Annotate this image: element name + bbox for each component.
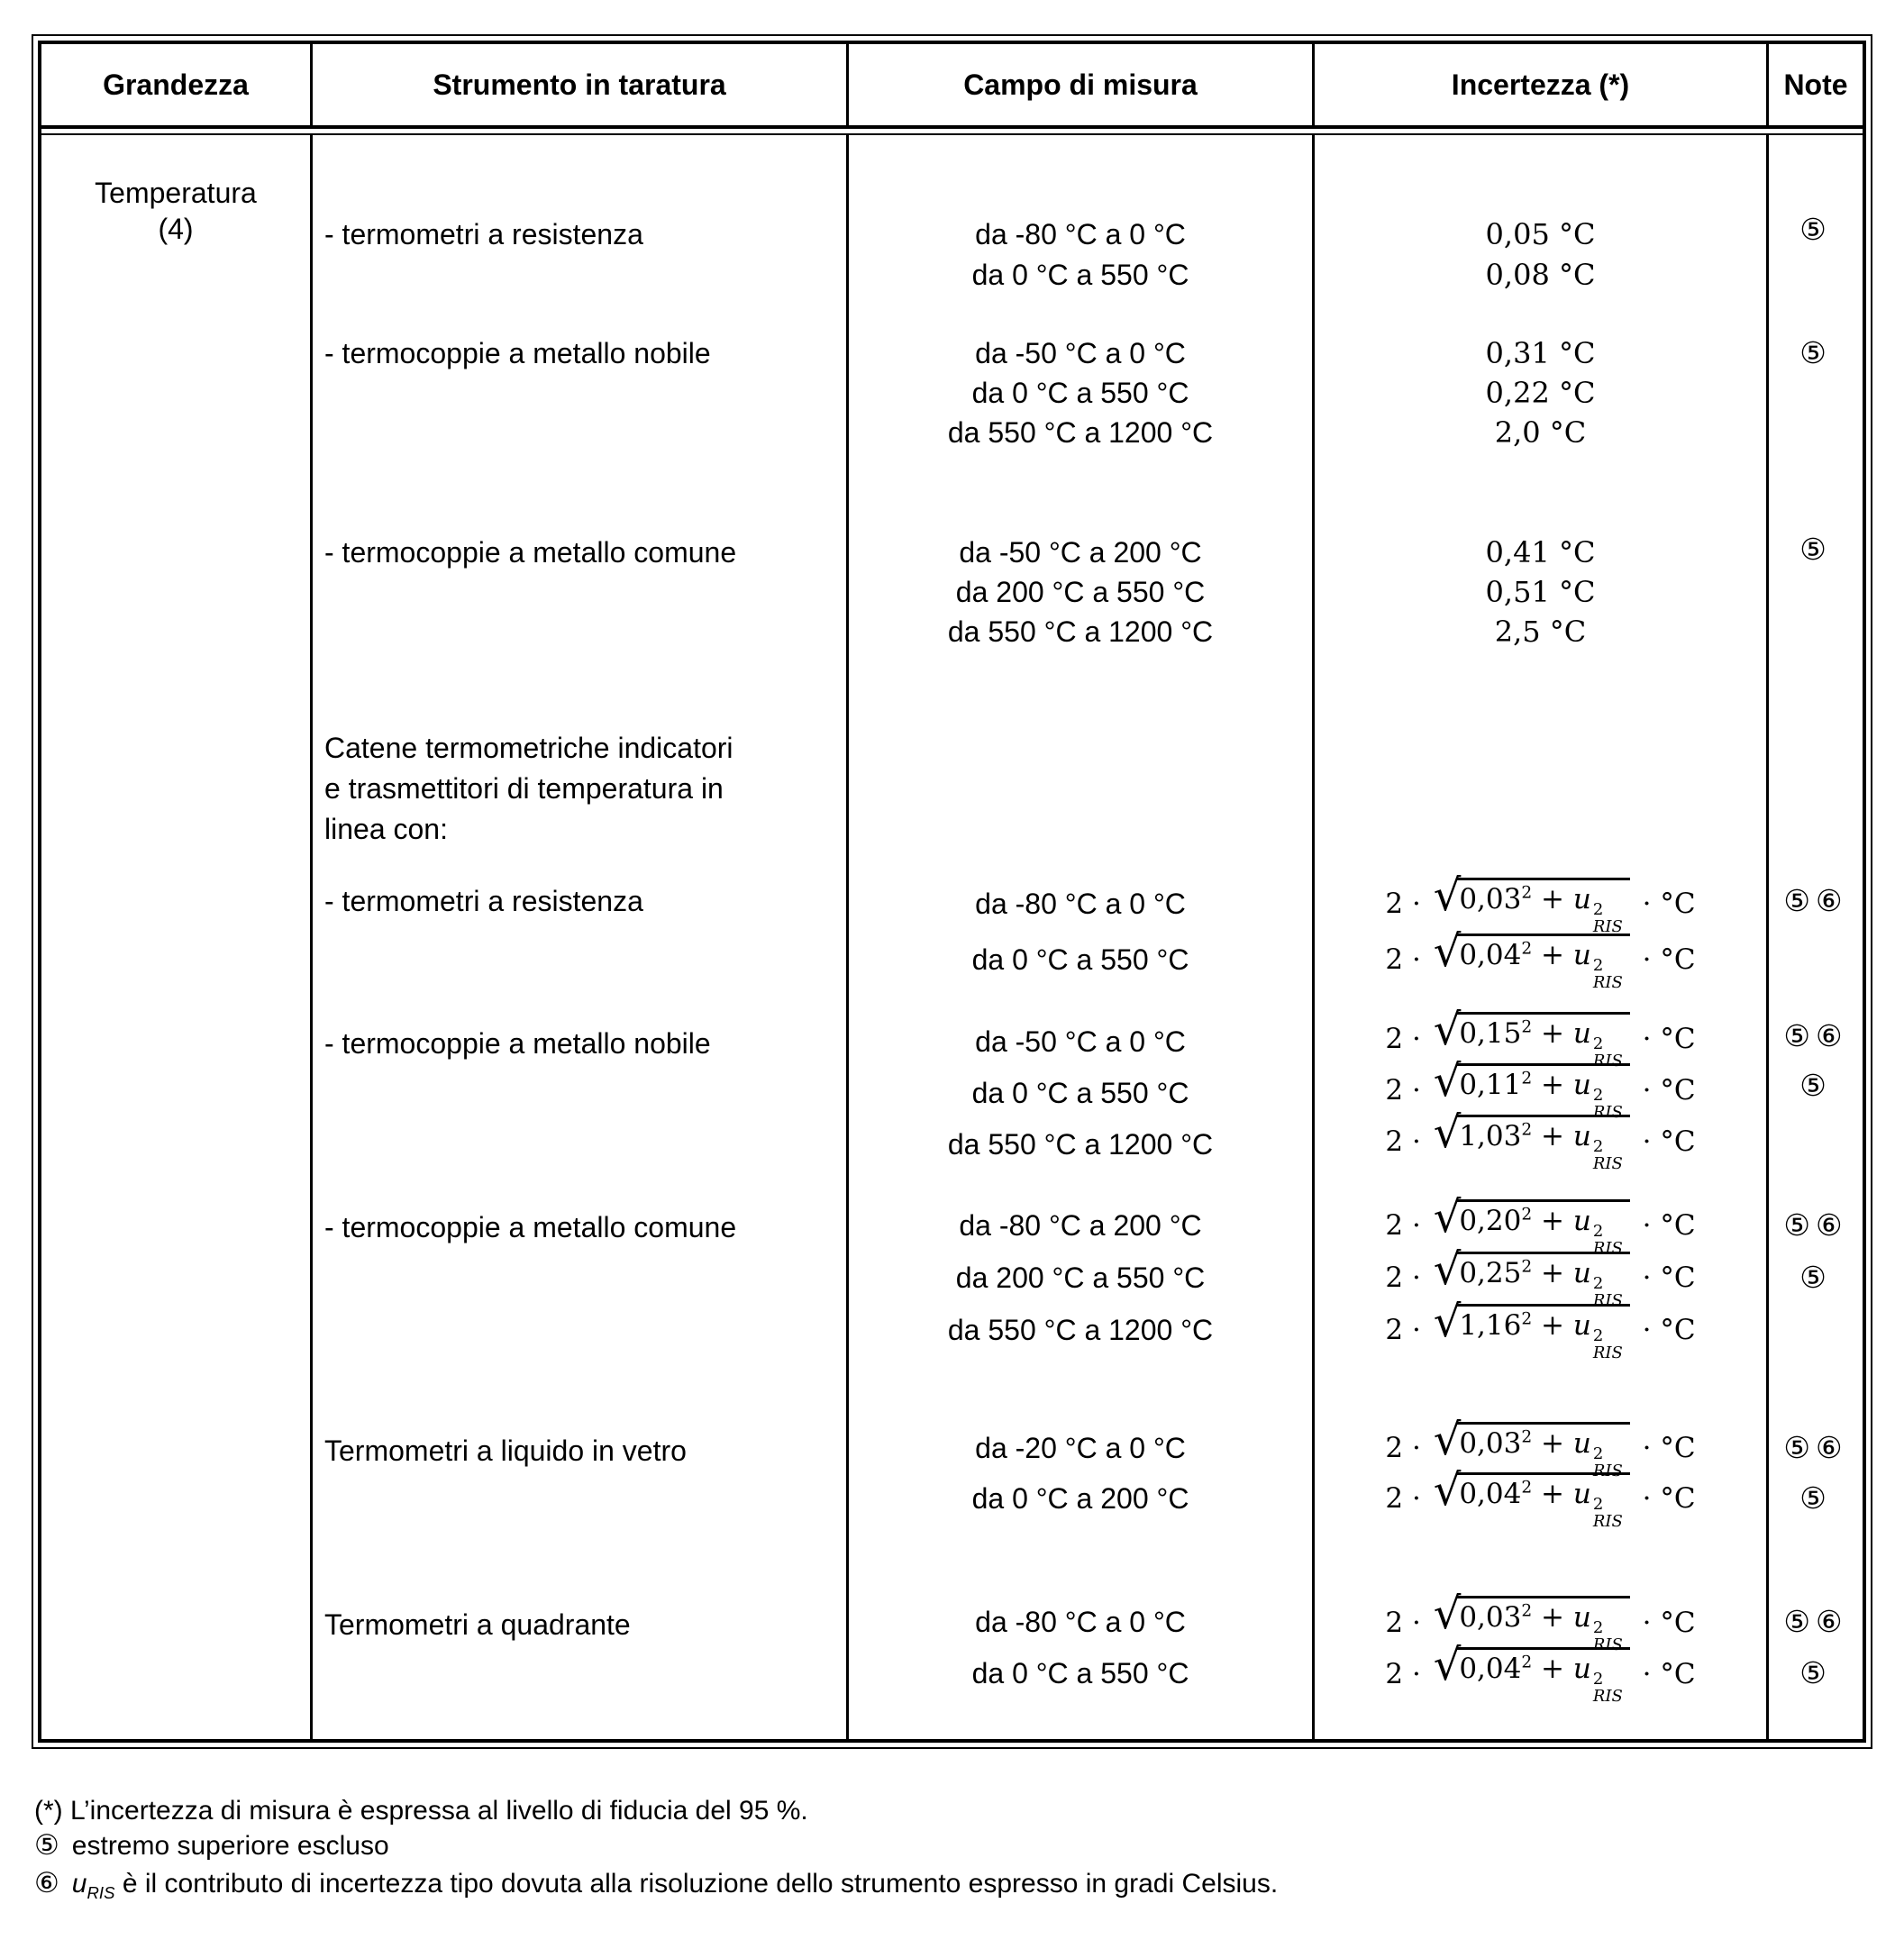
calibration-table-inner [38, 41, 1866, 1743]
campo-range: da 200 °C a 550 °C [955, 1261, 1206, 1294]
campo-range: da 550 °C a 1200 °C [947, 1314, 1214, 1346]
incertezza-formula: 2 · √ $0,03^2 + u$ 2 RIS · °C [1385, 1414, 1696, 1480]
note-row9b: ⑤ [1799, 1656, 1832, 1689]
strumento-catene-termometri-resistenza: - termometri a resistenza [324, 885, 643, 917]
incertezza-value: 0,05 °C [1485, 217, 1596, 251]
note-row5: ⑤⑥ [1783, 884, 1848, 917]
header-divider [41, 129, 1863, 135]
col-header-grandezza: Grandezza [41, 44, 313, 125]
u-ris-symbol [71, 1869, 115, 1902]
incertezza-value: 0,41 °C [1485, 535, 1596, 569]
col-header-note: Note [1783, 68, 1848, 101]
note-row6a: ⑤⑥ [1783, 1019, 1848, 1052]
strumento-catene-termocoppie-nobile: - termocoppie a metallo nobile [324, 1027, 711, 1060]
strumento-catene-intro [313, 728, 846, 850]
campo-row5 [849, 876, 1312, 988]
note-row8b: ⑤ [1799, 1481, 1832, 1515]
circled-6-icon: ⑥ [34, 1867, 59, 1899]
campo-range: da 0 °C a 550 °C [971, 259, 1189, 291]
strumento-termocoppie-comune: - termocoppie a metallo comune [324, 536, 737, 569]
campo-range: da 0 °C a 550 °C [971, 943, 1189, 976]
incertezza-formula: 2 · √ $0,04^2 + u$ 2 RIS · °C [1385, 1464, 1696, 1531]
incertezza-value: 0,51 °C [1485, 575, 1596, 609]
campo-range: da 550 °C a 1200 °C [947, 1128, 1214, 1161]
footnote-5-text: estremo superiore escluso [71, 1831, 389, 1861]
campo-row8 [849, 1423, 1312, 1524]
strumento-termometri-resistenza: - termometri a resistenza [324, 218, 643, 250]
footnote-5 [34, 1827, 1886, 1864]
footnote-6-text: è il contributo di incertezza tipo dovuta alla risoluzione dello strumento espresso in gradi Celsius. [122, 1869, 1279, 1899]
col-header-incertezza: Incertezza (*) [1315, 44, 1769, 125]
campo-row1 [849, 214, 1312, 296]
catene-line-3: linea con: [324, 813, 448, 845]
table-body-row [41, 135, 1863, 1739]
note-row7a: ⑤⑥ [1783, 1208, 1848, 1242]
incertezza-row9 [1315, 1589, 1766, 1706]
ris-subscript: RIS [87, 1883, 115, 1902]
col-header-strumento: Strumento in taratura [313, 44, 849, 125]
calibration-table [32, 34, 1872, 1749]
note-row3: ⑤ [1799, 533, 1832, 566]
campo-range: da -80 °C a 0 °C [975, 888, 1186, 920]
campo-range: da -80 °C a 0 °C [975, 1606, 1186, 1638]
incertezza-formula: 2 · √ $0,15^2 + u$ 2 RIS · °C [1385, 1005, 1696, 1070]
note-row7b: ⑤ [1799, 1261, 1832, 1294]
incertezza-row2 [1315, 333, 1766, 452]
incertezza-formula: 2 · √ $0,03^2 + u$ 2 RIS · °C [1385, 1589, 1696, 1654]
campo-range: da 0 °C a 550 °C [971, 1077, 1189, 1109]
circled-5-icon: ⑤ [34, 1829, 59, 1861]
strumento-termocoppie-nobile: - termocoppie a metallo nobile [324, 337, 711, 369]
incertezza-row8 [1315, 1414, 1766, 1531]
u-symbol: u [71, 1869, 87, 1899]
strumento-termometri-quadrante: Termometri a quadrante [324, 1608, 631, 1641]
strumento-catene-termocoppie-comune: - termocoppie a metallo comune [324, 1211, 737, 1243]
incertezza-row1 [1315, 214, 1766, 296]
campo-range: da 0 °C a 200 °C [971, 1482, 1189, 1515]
incertezza-formula: 2 · √ $0,04^2 + u$ 2 RIS · °C [1385, 925, 1696, 992]
incertezza-value: 2,5 °C [1494, 615, 1587, 649]
incertezza-formula: 2 · √ $0,11^2 + u$ 2 RIS · °C [1385, 1056, 1696, 1122]
incertezza-row3 [1315, 533, 1766, 651]
note-row2: ⑤ [1799, 336, 1832, 369]
campo-row6 [849, 1016, 1312, 1170]
column-incertezza [1315, 135, 1769, 1739]
column-note [1769, 135, 1863, 1739]
campo-row9 [849, 1597, 1312, 1699]
table-header-row [41, 44, 1863, 129]
incertezza-value: 0,22 °C [1485, 376, 1596, 410]
catene-line-1: Catene termometriche indicatori [324, 732, 733, 764]
column-grandezza [41, 135, 313, 1739]
column-strumento [313, 135, 849, 1739]
campo-range: da -50 °C a 0 °C [975, 1025, 1186, 1058]
campo-range: da -20 °C a 0 °C [975, 1432, 1186, 1464]
campo-row7 [849, 1199, 1312, 1356]
footnote-uncertainty-level: (*) L’incertezza di misura è espressa al livello di fiducia del 95 %. [34, 1796, 808, 1826]
catene-line-2: e trasmettitori di temperatura in [324, 772, 724, 805]
incertezza-formula: 2 · √ $1,03^2 + u$ 2 RIS · °C [1385, 1107, 1696, 1173]
grandezza-name: Temperatura [95, 177, 257, 209]
campo-row3 [849, 533, 1312, 651]
campo-range: da 200 °C a 550 °C [955, 576, 1206, 608]
campo-range: da 550 °C a 1200 °C [947, 615, 1214, 648]
grandezza-cell [41, 175, 310, 247]
strumento-termometri-liquido-vetro: Termometri a liquido in vetro [324, 1434, 687, 1467]
incertezza-row7 [1315, 1191, 1766, 1362]
campo-range: da -50 °C a 0 °C [975, 337, 1186, 369]
incertezza-value: 0,08 °C [1485, 258, 1596, 292]
note-row1: ⑤ [1799, 213, 1832, 246]
incertezza-value: 2,0 °C [1494, 415, 1587, 450]
campo-range: da -50 °C a 200 °C [959, 536, 1202, 569]
note-row8a: ⑤⑥ [1783, 1431, 1848, 1464]
campo-range: da -80 °C a 200 °C [959, 1209, 1202, 1242]
grandezza-index: (4) [158, 213, 194, 245]
incertezza-row6 [1315, 1005, 1766, 1173]
incertezza-formula: 2 · √ $0,03^2 + u$ 2 RIS · °C [1385, 870, 1696, 936]
campo-range: da 0 °C a 550 °C [971, 1657, 1189, 1689]
campo-range: da 550 °C a 1200 °C [947, 416, 1214, 449]
footnote-6 [34, 1865, 1886, 1911]
note-row6b: ⑤ [1799, 1069, 1832, 1102]
col-header-campo: Campo di misura [849, 44, 1315, 125]
campo-range: da -80 °C a 0 °C [975, 218, 1186, 250]
incertezza-formula: 2 · √ $0,20^2 + u$ 2 RIS · °C [1385, 1191, 1696, 1258]
incertezza-value: 0,31 °C [1485, 336, 1596, 370]
incertezza-row5 [1315, 870, 1766, 992]
campo-range: da 0 °C a 550 °C [971, 377, 1189, 409]
incertezza-formula: 2 · √ $0,04^2 + u$ 2 RIS · °C [1385, 1640, 1696, 1706]
incertezza-formula: 2 · √ $0,25^2 + u$ 2 RIS · °C [1385, 1243, 1696, 1310]
campo-row2 [849, 333, 1312, 452]
note-row9a: ⑤⑥ [1783, 1605, 1848, 1638]
column-campo [849, 135, 1315, 1739]
incertezza-formula: 2 · √ $1,16^2 + u$ 2 RIS · °C [1385, 1296, 1696, 1362]
